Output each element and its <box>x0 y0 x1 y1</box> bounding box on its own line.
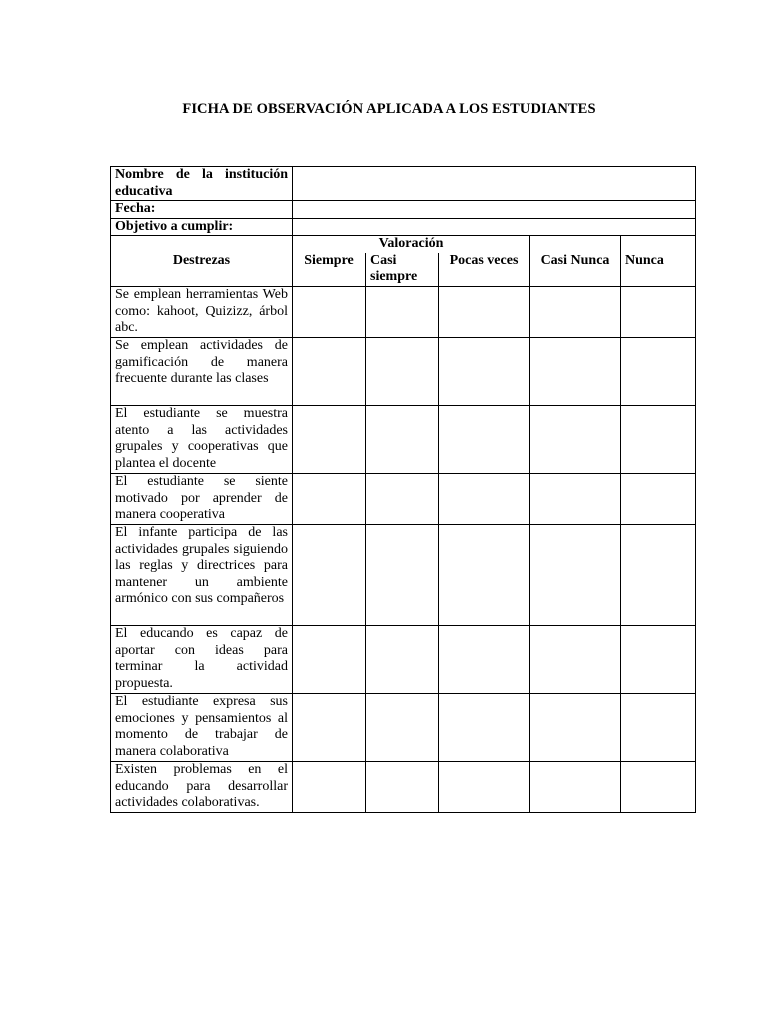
institution-label: Nombre de la institución educativa <box>111 167 293 201</box>
objective-row <box>111 218 696 236</box>
destrezas-header: Destrezas <box>111 236 293 287</box>
rating-cell[interactable] <box>366 694 439 762</box>
rating-cell[interactable] <box>621 474 696 525</box>
item-text: El infante participa de las actividades grupales siguiendo las reglas y directrices para mantener un ambiente armónico con sus compañeros <box>111 525 293 626</box>
rating-cell[interactable] <box>439 525 530 626</box>
table-row <box>111 338 696 406</box>
rating-cell[interactable] <box>293 525 366 626</box>
option-pocas-veces: Pocas veces <box>439 253 530 287</box>
option-nunca: Nunca <box>621 253 696 287</box>
valoracion-header-row <box>111 236 696 253</box>
table-row <box>111 474 696 525</box>
rating-cell[interactable] <box>293 338 366 406</box>
rating-cell[interactable] <box>621 338 696 406</box>
observation-form-table <box>110 166 696 813</box>
valoracion-header: Valoración <box>293 236 530 253</box>
rating-cell[interactable] <box>621 762 696 813</box>
rating-cell[interactable] <box>530 287 621 338</box>
table-row <box>111 287 696 338</box>
rating-cell[interactable] <box>439 626 530 694</box>
rating-cell[interactable] <box>439 287 530 338</box>
item-text: El estudiante se muestra atento a las actividades grupales y cooperativas que plantea el docente <box>111 406 293 474</box>
item-text: Existen problemas en el educando para desarrollar actividades colaborativas. <box>111 762 293 813</box>
rating-cell[interactable] <box>530 762 621 813</box>
rating-cell[interactable] <box>621 287 696 338</box>
rating-cell[interactable] <box>293 762 366 813</box>
rating-cell[interactable] <box>530 626 621 694</box>
table-row <box>111 525 696 626</box>
rating-cell[interactable] <box>621 406 696 474</box>
table-row <box>111 406 696 474</box>
rating-cell[interactable] <box>366 287 439 338</box>
rating-cell[interactable] <box>621 694 696 762</box>
date-row <box>111 201 696 219</box>
item-text: El estudiante se siente motivado por aprender de manera cooperativa <box>111 474 293 525</box>
rating-cell[interactable] <box>366 474 439 525</box>
rating-cell[interactable] <box>366 406 439 474</box>
rating-cell[interactable] <box>293 626 366 694</box>
item-text: El estudiante expresa sus emociones y pensamientos al momento de trabajar de manera colaborativa <box>111 694 293 762</box>
rating-cell[interactable] <box>439 762 530 813</box>
institution-row <box>111 167 696 201</box>
header-blank-cell <box>621 236 696 253</box>
rating-cell[interactable] <box>366 762 439 813</box>
option-siempre: Siempre <box>293 253 366 287</box>
item-text: Se emplean herramientas Web como: kahoot, Quizizz, árbol abc. <box>111 287 293 338</box>
table-row <box>111 694 696 762</box>
option-casi-siempre: Casi siempre <box>366 253 439 287</box>
item-text: El educando es capaz de aportar con ideas para terminar la actividad propuesta. <box>111 626 293 694</box>
page-title: FICHA DE OBSERVACIÓN APLICADA A LOS ESTUDIANTES <box>182 101 596 117</box>
table-row <box>111 626 696 694</box>
rating-cell[interactable] <box>439 406 530 474</box>
objective-field[interactable] <box>293 218 696 236</box>
rating-cell[interactable] <box>293 474 366 525</box>
header-blank-cell <box>530 236 621 253</box>
rating-cell[interactable] <box>530 694 621 762</box>
rating-cell[interactable] <box>621 626 696 694</box>
rating-cell[interactable] <box>293 287 366 338</box>
institution-field[interactable] <box>293 167 696 201</box>
rating-cell[interactable] <box>530 338 621 406</box>
rating-cell[interactable] <box>366 338 439 406</box>
rating-cell[interactable] <box>366 525 439 626</box>
date-label: Fecha: <box>111 201 293 219</box>
item-text: Se emplean actividades de gamificación de manera frecuente durante las clases <box>111 338 293 406</box>
option-casi-nunca: Casi Nunca <box>530 253 621 287</box>
rating-cell[interactable] <box>293 694 366 762</box>
objective-label: Objetivo a cumplir: <box>111 218 293 236</box>
rating-cell[interactable] <box>366 626 439 694</box>
rating-cell[interactable] <box>530 474 621 525</box>
rating-cell[interactable] <box>293 406 366 474</box>
rating-cell[interactable] <box>439 694 530 762</box>
rating-cell[interactable] <box>530 406 621 474</box>
rating-cell[interactable] <box>439 474 530 525</box>
rating-cell[interactable] <box>530 525 621 626</box>
rating-cell[interactable] <box>621 525 696 626</box>
date-field[interactable] <box>293 201 696 219</box>
table-row <box>111 762 696 813</box>
rating-cell[interactable] <box>439 338 530 406</box>
